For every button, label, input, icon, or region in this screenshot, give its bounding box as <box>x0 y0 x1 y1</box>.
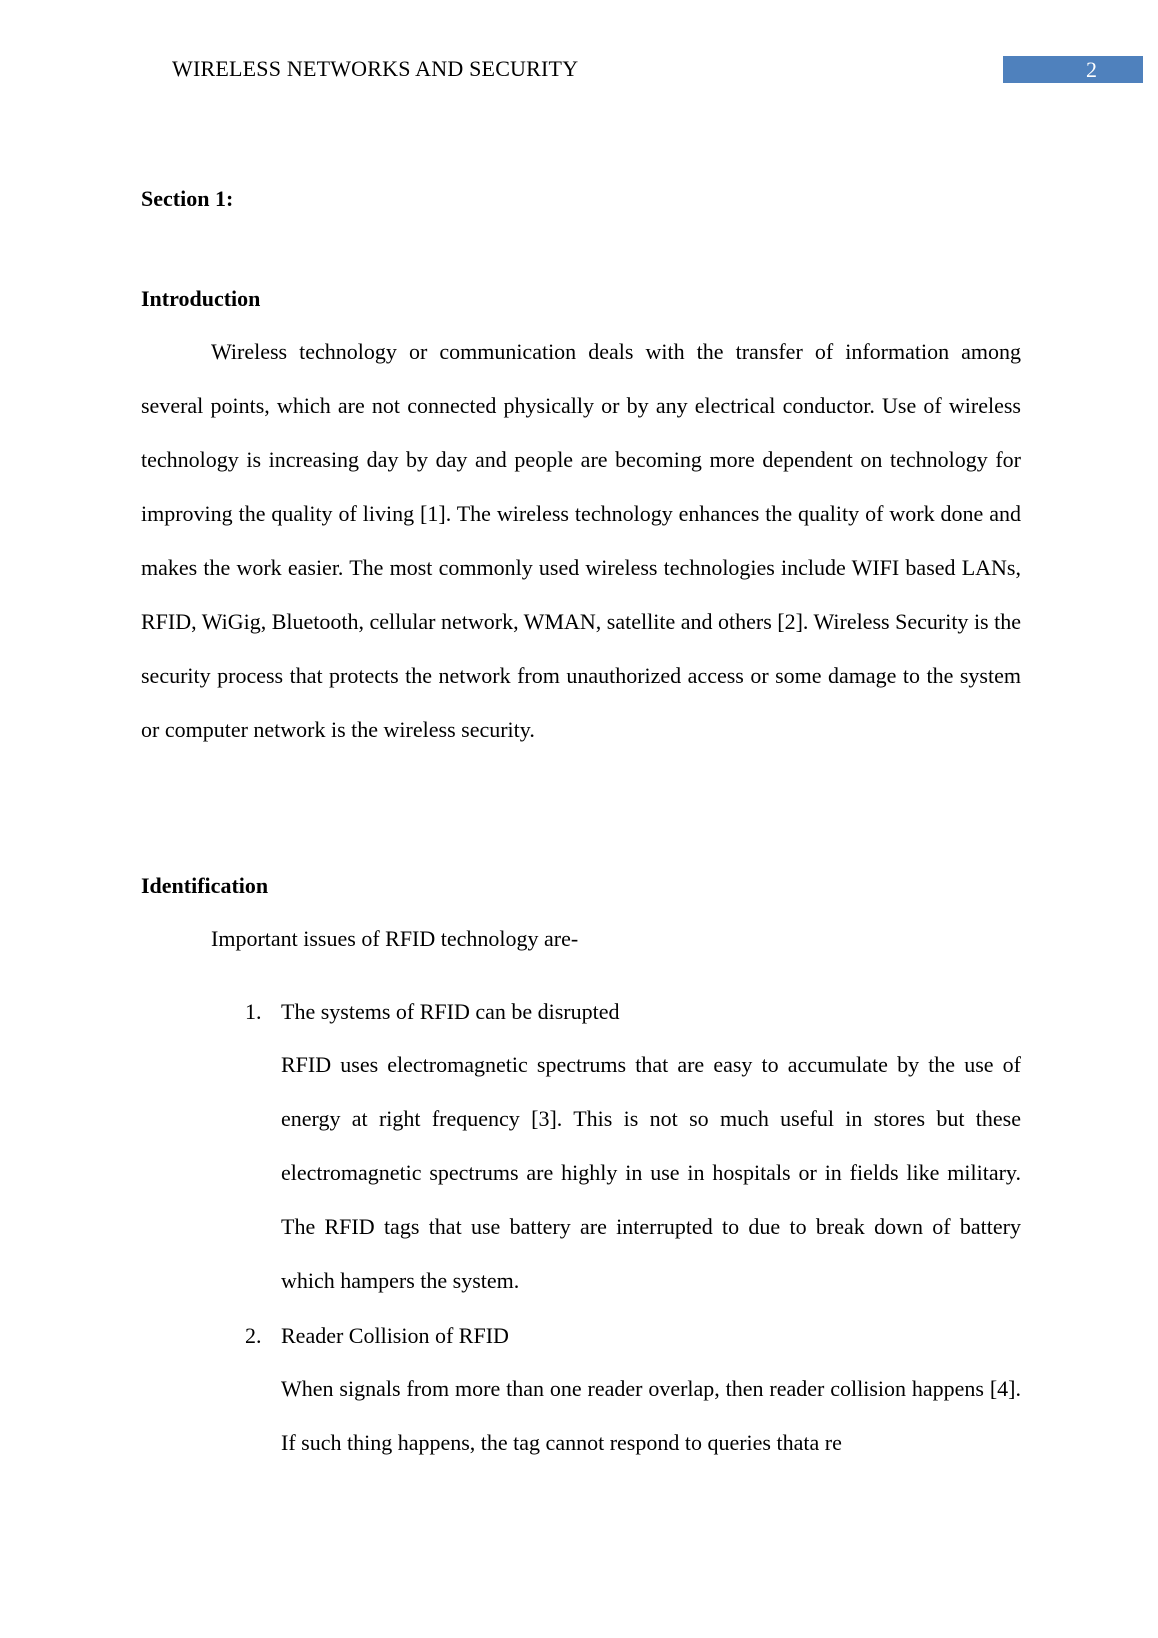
identification-lead: Important issues of RFID technology are- <box>211 926 579 951</box>
page-number-badge: 2 <box>1003 56 1143 83</box>
section-title: Section 1: <box>141 186 234 211</box>
running-header-title: WIRELESS NETWORKS AND SECURITY <box>172 56 579 81</box>
introduction-heading: Introduction <box>141 286 261 311</box>
list-item-number: 1. <box>245 999 262 1024</box>
list-item-body: RFID uses electromagnetic spectrums that are easy to accumulate by the use of energy at right frequency [3]. This is not so much useful in stores but these electromagnetic spectrums are highly in use in hospitals or in fields like military. The RFID tags that use battery are interrupted to due to break down of battery which hampers the system. <box>281 1052 1021 1293</box>
introduction-paragraph: Wireless technology or communication deals with the transfer of information among several points, which are not connected physically or by any electrical conductor. Use of wireless technology is increasing day by day and people are becoming more dependent on technology for improving the quality of living [1]. The wireless technology enhances the quality of work done and makes the work easier. The most commonly used wireless technologies include WIFI based LANs, RFID, WiGig, Bluetooth, cellular network, WMAN, satellite and others [2]. Wireless Security is the security process that protects the network from unauthorized access or some damage to the system or computer network is the wireless security. <box>141 339 1021 742</box>
list-item-body: When signals from more than one reader overlap, then reader collision happens [4]. If such thing happens, the tag cannot respond to queries thata re <box>281 1376 1021 1455</box>
identification-heading: Identification <box>141 873 269 898</box>
list-item-title: Reader Collision of RFID <box>281 1323 509 1348</box>
list-item-number: 2. <box>245 1323 262 1348</box>
list-item-title: The systems of RFID can be disrupted <box>281 999 620 1024</box>
